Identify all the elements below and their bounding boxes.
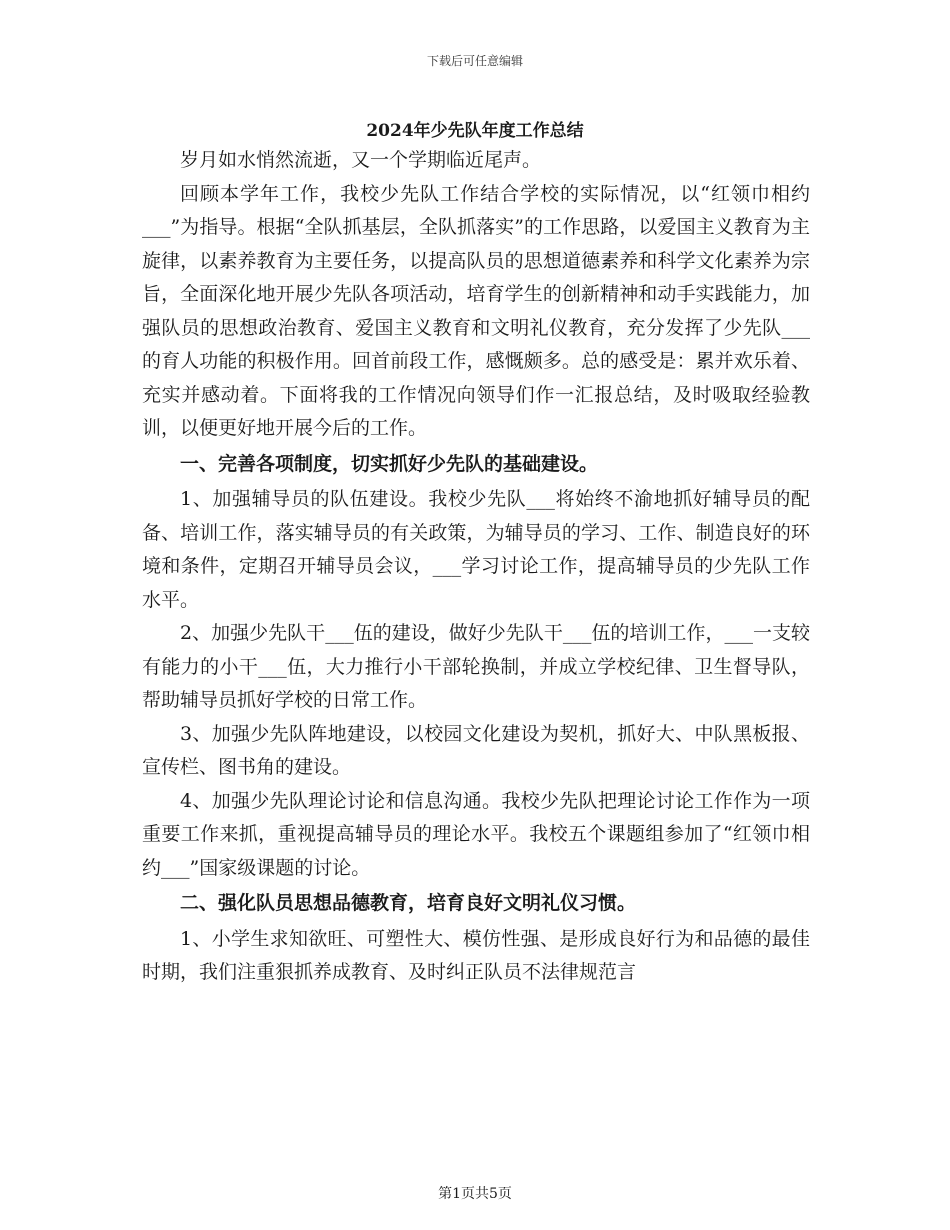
paragraph-item-1-1: 1、加强辅导员的队伍建设。我校少先队___将始终不渝地抓好辅导员的配备、培训工作，落实辅导员的有关政策，为辅导员的学习、工作、制造良好的环境和条件，定期召开辅导员会议，___学习讨论工作，提高辅导员的少先队工作水平。 [142,488,810,611]
paragraph-item-2-1: 1、小学生求知欲旺、可塑性大、模仿性强、是形成良好行为和品德的最佳时期，我们注重狠抓养成教育、及时纠正队员不法律规范言 [142,927,810,983]
page-footer: 第1页共5页 [438,1186,512,1202]
paragraph-item-1-3: 3、加强少先队阵地建设，以校园文化建设为契机，抓好大、中队黑板报、宣传栏、图书角的建设。 [142,722,810,778]
header-note: 下载后可任意编辑 [426,54,523,68]
section-heading-2: 二、强化队员思想品德教育，培育良好文明礼仪习惯。 [180,892,637,914]
document-title: 2024年少先队年度工作总结 [366,121,584,141]
paragraph-item-1-4: 4、加强少先队理论讨论和信息沟通。我校少先队把理论讨论工作作为一项重要工作来抓，重视提高辅导员的理论水平。我校五个课题组参加了“红领巾相约___”国家级课题的讨论。 [142,789,810,879]
paragraph-item-1-2: 2、加强少先队干___伍的建设，做好少先队干___伍的培训工作，___一支较有能力的小干___伍，大力推行小干部轮换制，并成立学校纪律、卫生督导队，帮助辅导员抓好学校的日常工作。 [142,622,810,711]
paragraph-review: 回顾本学年工作，我校少先队工作结合学校的实际情况，以“红领巾相约___”为指导。根据“全队抓基层，全队抓落实”的工作思路，以爱国主义教育为主旋律，以素养教育为主要任务，以提高队员的思想道德素养和科学文化素养为宗旨，全面深化地开展少先队各项活动，培育学生的创新精神和动手实践能力，加强队员的思想政治教育、爱国主义教育和文明礼仪教育，充分发挥了少先队___的育人功能的积极作用。回首前段工作，感慨颇多。总的感受是：累并欢乐着、充实并感动着。下面将我的工作情况向领导们作一汇报总结，及时吸取经验教训，以便更好地开展今后的工作。 [142,182,810,439]
document-body [142,144,810,990]
section-heading-1: 一、完善各项制度，切实抓好少先队的基础建设。 [180,452,599,475]
paragraph-intro: 岁月如水悄然流逝，又一个学期临近尾声。 [180,149,542,171]
